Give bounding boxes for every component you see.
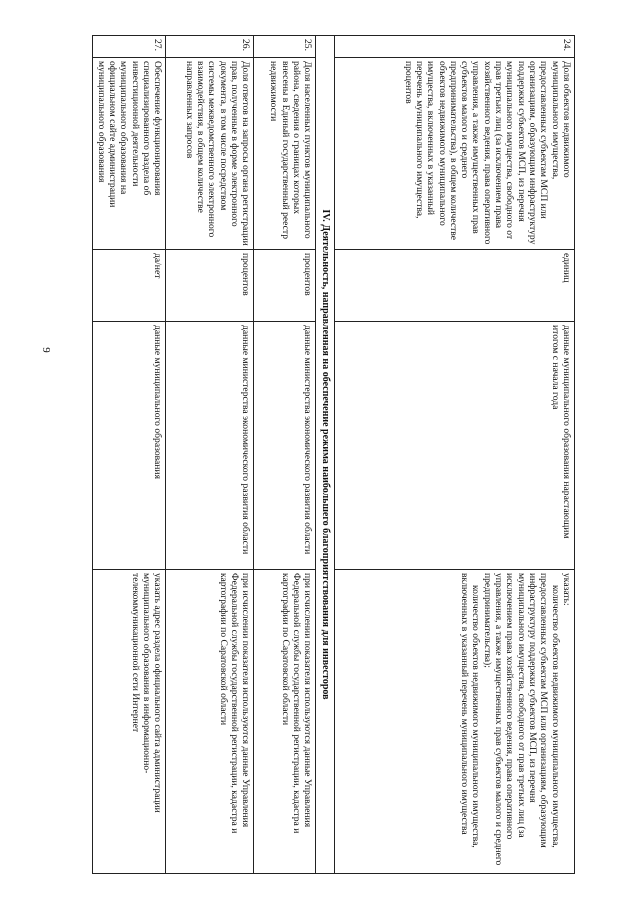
- table-row: [254, 36, 316, 874]
- table-row: [335, 36, 575, 874]
- unit-cell: да/нет: [93, 250, 166, 322]
- source-cell: данные муниципального образования нарастающим итогом с начала года: [335, 322, 575, 570]
- row-number: 24.: [335, 36, 575, 58]
- source-cell: данные министерства экономического развития области: [254, 322, 316, 570]
- unit-cell: процентов: [254, 250, 316, 322]
- indicator-name: Доля ответов на запросы органа регистрации прав, полученные в форме электронного документа, в том числе посредством системы межведомственного электронного взаимодействия, в общем количестве направленных запросов: [166, 58, 254, 250]
- note-line: количество объектов недвижимого муниципального имущества, включенных в указанный перечень муниципального имущества: [459, 573, 482, 848]
- table-row: [166, 36, 254, 874]
- row-number: 26.: [166, 36, 254, 58]
- note-cell: [335, 570, 575, 874]
- indicators-table: [92, 35, 575, 874]
- indicator-name: Доля населенных пунктов муниципального района, сведения о границах которых внесены в Единый государственный реестр недвижимости: [254, 58, 316, 250]
- indicator-name: Обеспечение функционирования специализированного раздела об инвестиционной деятельности муниципального образования на официальном сайте администрации муниципального образования: [93, 58, 166, 250]
- note-line: указать:: [561, 573, 572, 606]
- rotated-table-container: [95, 35, 575, 873]
- row-number: 25.: [254, 36, 316, 58]
- indicator-name: Доля объектов недвижимого муниципального имущества, предоставленных субъектам МСП или организациям, образующим инфраструктуру поддержки субъектов МСП, из перечня муниципального имущества, свободного от прав третьих лиц (за исключением права хозяйственного ведения, права оперативного управления, а также имущественных прав субъектов малого и среднего предпринимательства), в общем количестве объектов недвижимого муниципального имущества, включенных в указанный перечень муниципального имущества, процентов: [335, 58, 575, 250]
- page-number: 9: [39, 347, 52, 353]
- row-number: 27.: [93, 36, 166, 58]
- note-cell: при исчислении показателя используются данные Управления Федеральной службы государственной регистрации, кадастра и картографии по Саратовской области: [254, 570, 316, 874]
- note-cell: при исчислении показателя используются данные Управления Федеральной службы государственной регистрации, кадастра и картографии по Саратовской области: [166, 570, 254, 874]
- unit-cell: процентов: [166, 250, 254, 322]
- section-title: IV. Деятельность, направленная на обеспечение режима наибольшего благоприятствования для инвесторов: [316, 36, 335, 874]
- note-line: количество объектов недвижимого муниципального имущества, предоставленных субъектам МСП или организациям, образующим инфраструктуру поддержки субъектов МСП, из перечня муниципального имущества, свободного от прав третьих лиц (за исключением права хозяйственного ведения, права оперативного управления, а также имущественных прав субъектов малого и среднего предпринимательства);: [481, 573, 561, 866]
- section-header-row: [316, 36, 335, 874]
- note-cell: указать адрес раздела официального сайта администрации муниципального образования в информационно-телекоммуникационной сети Интернет: [93, 570, 166, 874]
- unit-cell: единиц: [335, 250, 575, 322]
- source-cell: данные муниципального образования: [93, 322, 166, 570]
- table-row: [93, 36, 166, 874]
- source-cell: данные министерства экономического развития области: [166, 322, 254, 570]
